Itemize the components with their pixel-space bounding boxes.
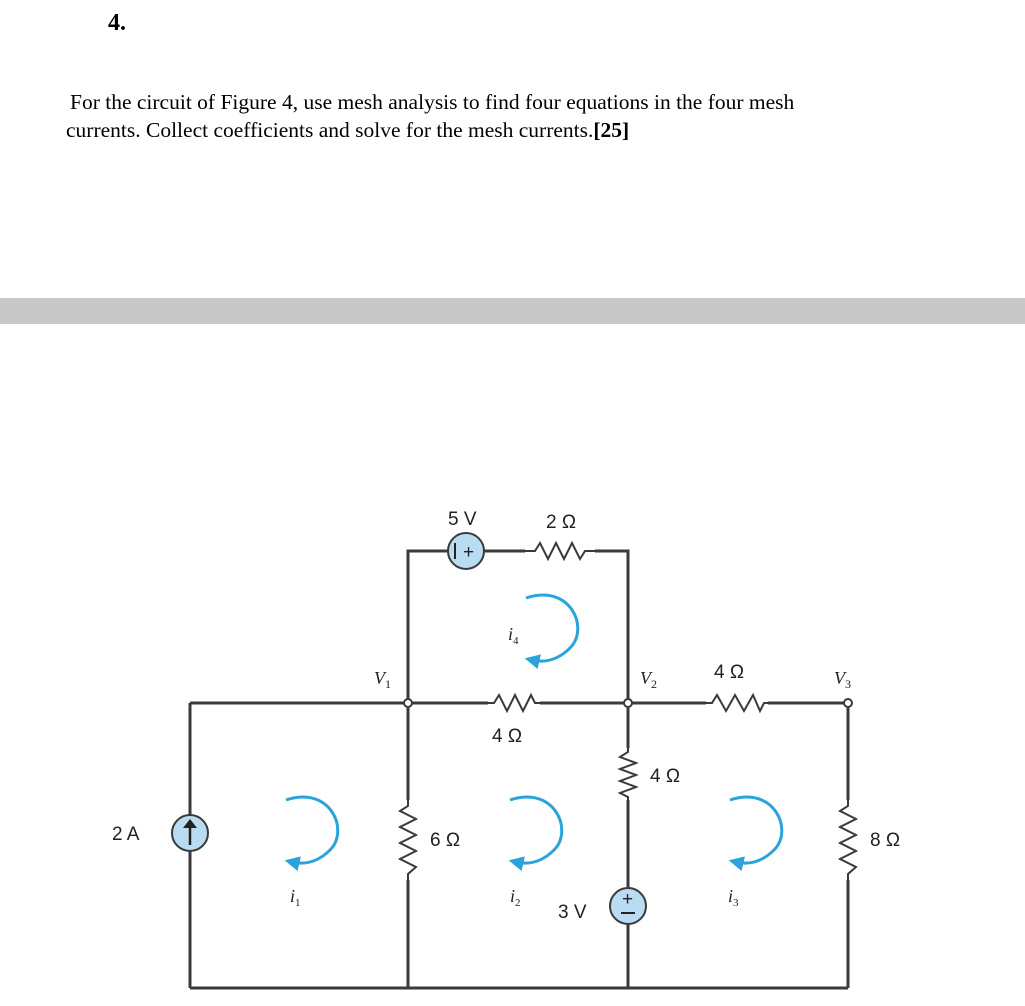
prompt-line-2-text: currents. Collect coefficients and solve for the mesh currents.	[66, 118, 594, 142]
label-v2-sub: 2	[651, 677, 657, 691]
resistor-top-2ohm	[525, 543, 595, 559]
label-right-top-4ohm: 4 Ω	[714, 662, 745, 683]
label-3v: 3 V	[558, 902, 587, 923]
label-v3-main: V	[834, 668, 845, 688]
mesh-arrow-i3	[730, 797, 782, 863]
label-i4	[508, 624, 519, 647]
node-v1-dot	[404, 699, 412, 707]
label-6ohm: 6 Ω	[430, 830, 461, 851]
label-i4-sub: 4	[513, 635, 519, 647]
label-v3-sub: 3	[845, 677, 851, 691]
label-i2-sub: 2	[515, 897, 521, 909]
label-v1-main: V	[374, 668, 385, 688]
prompt-line-1: For the circuit of Figure 4, use mesh analysis to find four equations in the four mesh	[70, 90, 795, 114]
label-v2-main: V	[640, 668, 651, 688]
current-source-2a	[172, 815, 208, 851]
label-center-4ohm: 4 Ω	[650, 766, 681, 787]
question-marks: [25]	[593, 118, 630, 142]
node-v3-dot	[844, 699, 852, 707]
label-i3-sub: 3	[733, 897, 739, 909]
label-current-source: 2 A	[112, 824, 140, 845]
label-8ohm: 8 Ω	[870, 830, 901, 851]
label-i1-main: i	[290, 886, 296, 906]
label-v1	[374, 668, 391, 691]
label-5v: 5 V	[448, 509, 477, 530]
node-v2-dot	[624, 699, 632, 707]
mesh-arrow-i1	[286, 797, 338, 863]
label-v1-sub: 1	[385, 677, 391, 691]
label-i3	[728, 886, 739, 909]
voltage-source-3v	[610, 888, 646, 924]
resistor-right-8ohm	[840, 800, 856, 880]
resistor-center-4ohm	[620, 748, 636, 800]
label-2ohm: 2 Ω	[546, 512, 577, 533]
label-v2	[640, 668, 657, 691]
label-i1	[290, 886, 301, 909]
resistor-middle-4ohm	[488, 695, 540, 711]
question-number: 4.	[108, 10, 126, 36]
circuit-wires	[190, 551, 848, 988]
label-i1-sub: 1	[295, 897, 301, 909]
label-i3-main: i	[728, 886, 734, 906]
voltage-source-3v-plus: +	[622, 889, 634, 910]
mesh-arrow-i4	[526, 595, 578, 661]
voltage-source-5v-plus: +	[463, 542, 475, 563]
resistor-left-6ohm	[400, 800, 416, 880]
voltage-source-5v	[448, 533, 484, 569]
label-middle-4ohm: 4 Ω	[492, 726, 523, 747]
label-i4-main: i	[508, 624, 514, 644]
mesh-arrow-i2	[510, 797, 562, 863]
label-v3	[834, 668, 851, 691]
label-i2	[510, 886, 521, 909]
resistor-right-top-4ohm	[706, 695, 768, 711]
label-i2-main: i	[510, 886, 516, 906]
